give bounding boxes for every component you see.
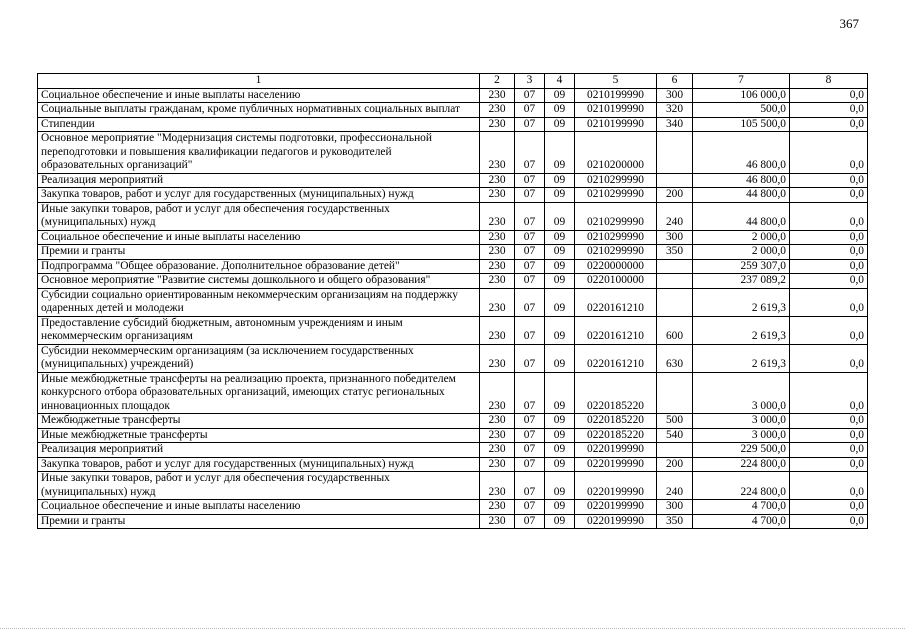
cell-code-6: 200 — [657, 457, 693, 472]
cell-code-5: 0210199990 — [575, 103, 657, 118]
cell-code-6: 320 — [657, 103, 693, 118]
column-header: 7 — [693, 74, 790, 89]
cell-code-2: 230 — [480, 259, 515, 274]
table-row — [38, 88, 868, 103]
cell-code-6: 300 — [657, 88, 693, 103]
cell-code-4: 09 — [545, 428, 575, 443]
cell-code-6: 350 — [657, 514, 693, 529]
cell-amount: 44 800,0 — [693, 188, 790, 203]
cell-amount-2: 0,0 — [790, 202, 868, 230]
cell-code-3: 07 — [515, 372, 545, 414]
cell-amount: 106 000,0 — [693, 88, 790, 103]
table-row — [38, 259, 868, 274]
table-row — [38, 202, 868, 230]
cell-code-2: 230 — [480, 117, 515, 132]
table-row — [38, 188, 868, 203]
cell-code-5: 0210299990 — [575, 230, 657, 245]
cell-code-2: 230 — [480, 132, 515, 174]
cell-code-3: 07 — [515, 259, 545, 274]
cell-code-2: 230 — [480, 472, 515, 500]
cell-amount-2: 0,0 — [790, 274, 868, 289]
cell-code-3: 07 — [515, 316, 545, 344]
table-row — [38, 230, 868, 245]
cell-code-4: 09 — [545, 274, 575, 289]
table-row — [38, 428, 868, 443]
cell-code-3: 07 — [515, 457, 545, 472]
cell-amount: 2 619,3 — [693, 288, 790, 316]
cell-amount: 105 500,0 — [693, 117, 790, 132]
cell-amount-2: 0,0 — [790, 132, 868, 174]
cell-code-2: 230 — [480, 274, 515, 289]
table-row — [38, 472, 868, 500]
cell-code-6: 350 — [657, 245, 693, 260]
cell-amount-2: 0,0 — [790, 372, 868, 414]
column-header: 4 — [545, 74, 575, 89]
cell-amount: 4 700,0 — [693, 514, 790, 529]
cell-code-5: 0220199990 — [575, 500, 657, 515]
cell-code-5: 0220100000 — [575, 274, 657, 289]
cell-name: Предоставление субсидий бюджетным, автономным учреждениям и иным некоммерческим организациям — [38, 316, 480, 344]
cell-amount: 46 800,0 — [693, 132, 790, 174]
cell-code-4: 09 — [545, 202, 575, 230]
cell-code-3: 07 — [515, 188, 545, 203]
cell-code-6 — [657, 372, 693, 414]
cell-code-4: 09 — [545, 344, 575, 372]
cell-name: Реализация мероприятий — [38, 173, 480, 188]
cell-code-6 — [657, 443, 693, 458]
cell-code-4: 09 — [545, 457, 575, 472]
cell-code-2: 230 — [480, 514, 515, 529]
page-number: 367 — [839, 16, 859, 31]
cell-amount-2: 0,0 — [790, 103, 868, 118]
cell-code-4: 09 — [545, 117, 575, 132]
table-row — [38, 173, 868, 188]
table-row — [38, 288, 868, 316]
cell-code-3: 07 — [515, 414, 545, 429]
cell-code-5: 0220199990 — [575, 443, 657, 458]
cell-code-5: 0220161210 — [575, 288, 657, 316]
cell-code-2: 230 — [480, 245, 515, 260]
cell-name: Иные закупки товаров, работ и услуг для обеспечения государственных (муниципальных) нужд — [38, 202, 480, 230]
cell-amount-2: 0,0 — [790, 428, 868, 443]
cell-amount: 2 000,0 — [693, 230, 790, 245]
cell-amount: 3 000,0 — [693, 372, 790, 414]
cell-code-2: 230 — [480, 88, 515, 103]
cell-amount: 237 089,2 — [693, 274, 790, 289]
table-row — [38, 414, 868, 429]
cell-code-3: 07 — [515, 514, 545, 529]
cell-code-2: 230 — [480, 188, 515, 203]
budget-table — [37, 73, 868, 529]
cell-amount: 2 619,3 — [693, 344, 790, 372]
cell-code-5: 0220000000 — [575, 259, 657, 274]
cell-code-4: 09 — [545, 316, 575, 344]
cell-code-6 — [657, 173, 693, 188]
cell-code-3: 07 — [515, 472, 545, 500]
cell-name: Социальное обеспечение и иные выплаты населению — [38, 88, 480, 103]
cell-code-5: 0220161210 — [575, 344, 657, 372]
cell-amount: 2 619,3 — [693, 316, 790, 344]
cell-code-2: 230 — [480, 288, 515, 316]
cell-code-4: 09 — [545, 88, 575, 103]
cell-amount: 224 800,0 — [693, 472, 790, 500]
cell-amount: 3 000,0 — [693, 428, 790, 443]
column-header: 1 — [38, 74, 480, 89]
table-row — [38, 514, 868, 529]
table-row — [38, 274, 868, 289]
cell-code-6: 500 — [657, 414, 693, 429]
table-row — [38, 443, 868, 458]
cell-code-4: 09 — [545, 500, 575, 515]
table-row — [38, 245, 868, 260]
cell-code-6: 200 — [657, 188, 693, 203]
cell-code-2: 230 — [480, 173, 515, 188]
cell-amount-2: 0,0 — [790, 500, 868, 515]
cell-code-2: 230 — [480, 316, 515, 344]
cell-code-6: 240 — [657, 202, 693, 230]
column-header: 3 — [515, 74, 545, 89]
cell-code-5: 0220185220 — [575, 372, 657, 414]
cell-code-5: 0210299990 — [575, 202, 657, 230]
cell-code-2: 230 — [480, 443, 515, 458]
cell-code-3: 07 — [515, 202, 545, 230]
cell-amount: 4 700,0 — [693, 500, 790, 515]
cell-code-2: 230 — [480, 428, 515, 443]
cell-code-3: 07 — [515, 428, 545, 443]
cell-code-4: 09 — [545, 132, 575, 174]
cell-name: Социальное обеспечение и иные выплаты населению — [38, 500, 480, 515]
cell-name: Социальное обеспечение и иные выплаты населению — [38, 230, 480, 245]
cell-name: Субсидии социально ориентированным некоммерческим организациям на поддержку одаренных детей и молодежи — [38, 288, 480, 316]
cell-code-2: 230 — [480, 457, 515, 472]
cell-name: Основное мероприятие "Развитие системы дошкольного и общего образования" — [38, 274, 480, 289]
cell-code-4: 09 — [545, 103, 575, 118]
cell-amount-2: 0,0 — [790, 88, 868, 103]
cell-code-3: 07 — [515, 274, 545, 289]
cell-name: Межбюджетные трансферты — [38, 414, 480, 429]
cell-code-6: 300 — [657, 230, 693, 245]
cell-code-5: 0220161210 — [575, 316, 657, 344]
cell-code-3: 07 — [515, 230, 545, 245]
cell-name: Иные межбюджетные трансферты — [38, 428, 480, 443]
table-row — [38, 103, 868, 118]
cell-amount: 259 307,0 — [693, 259, 790, 274]
cell-amount-2: 0,0 — [790, 443, 868, 458]
cell-name: Стипендии — [38, 117, 480, 132]
cell-code-4: 09 — [545, 443, 575, 458]
cell-code-5: 0210199990 — [575, 88, 657, 103]
cell-amount-2: 0,0 — [790, 457, 868, 472]
cell-code-5: 0220199990 — [575, 457, 657, 472]
cell-code-6: 630 — [657, 344, 693, 372]
cell-code-3: 07 — [515, 103, 545, 118]
cell-code-4: 09 — [545, 230, 575, 245]
column-header: 2 — [480, 74, 515, 89]
cell-code-4: 09 — [545, 173, 575, 188]
cell-code-5: 0210199990 — [575, 117, 657, 132]
column-header: 5 — [575, 74, 657, 89]
cell-code-6: 600 — [657, 316, 693, 344]
cell-code-4: 09 — [545, 414, 575, 429]
cell-code-2: 230 — [480, 372, 515, 414]
cell-code-3: 07 — [515, 88, 545, 103]
cell-amount: 3 000,0 — [693, 414, 790, 429]
cell-code-3: 07 — [515, 288, 545, 316]
cell-code-5: 0210299990 — [575, 245, 657, 260]
cell-code-4: 09 — [545, 514, 575, 529]
cell-code-2: 230 — [480, 103, 515, 118]
cell-name: Подпрограмма "Общее образование. Дополнительное образование детей" — [38, 259, 480, 274]
column-header: 8 — [790, 74, 868, 89]
cell-code-2: 230 — [480, 414, 515, 429]
cell-amount: 224 800,0 — [693, 457, 790, 472]
cell-amount: 229 500,0 — [693, 443, 790, 458]
cell-code-3: 07 — [515, 132, 545, 174]
table-row — [38, 132, 868, 174]
cell-code-4: 09 — [545, 188, 575, 203]
cell-code-3: 07 — [515, 443, 545, 458]
cell-code-2: 230 — [480, 500, 515, 515]
cell-code-3: 07 — [515, 500, 545, 515]
cell-code-6: 540 — [657, 428, 693, 443]
cell-code-4: 09 — [545, 245, 575, 260]
cell-code-4: 09 — [545, 372, 575, 414]
cell-name: Реализация мероприятий — [38, 443, 480, 458]
cell-amount-2: 0,0 — [790, 344, 868, 372]
cell-code-5: 0220185220 — [575, 414, 657, 429]
cell-name: Социальные выплаты гражданам, кроме публичных нормативных социальных выплат — [38, 103, 480, 118]
cell-code-6 — [657, 132, 693, 174]
table-row — [38, 316, 868, 344]
cell-code-6: 300 — [657, 500, 693, 515]
cell-amount-2: 0,0 — [790, 514, 868, 529]
cell-code-3: 07 — [515, 117, 545, 132]
table-row — [38, 457, 868, 472]
table-body — [38, 88, 868, 529]
cell-amount-2: 0,0 — [790, 414, 868, 429]
cell-code-4: 09 — [545, 288, 575, 316]
cell-amount-2: 0,0 — [790, 245, 868, 260]
cell-code-2: 230 — [480, 202, 515, 230]
table-row — [38, 500, 868, 515]
cell-amount: 46 800,0 — [693, 173, 790, 188]
cell-code-5: 0220185220 — [575, 428, 657, 443]
cell-code-5: 0210299990 — [575, 173, 657, 188]
cell-code-6: 240 — [657, 472, 693, 500]
cell-amount-2: 0,0 — [790, 117, 868, 132]
cell-name: Иные межбюджетные трансферты на реализацию проекта, признанного победителем конкурсного отбора образовательных организаций, имеющих статус региональных инновационных площадок — [38, 372, 480, 414]
cell-code-5: 0220199990 — [575, 472, 657, 500]
cell-code-6 — [657, 274, 693, 289]
cell-code-2: 230 — [480, 344, 515, 372]
cell-amount-2: 0,0 — [790, 259, 868, 274]
cell-name: Премии и гранты — [38, 245, 480, 260]
cell-code-3: 07 — [515, 173, 545, 188]
cell-name: Закупка товаров, работ и услуг для государственных (муниципальных) нужд — [38, 457, 480, 472]
cell-name: Субсидии некоммерческим организациям (за исключением государственных (муниципальных) учреждений) — [38, 344, 480, 372]
table-row — [38, 344, 868, 372]
cell-amount-2: 0,0 — [790, 288, 868, 316]
cell-name: Премии и гранты — [38, 514, 480, 529]
cell-amount-2: 0,0 — [790, 188, 868, 203]
cell-name: Закупка товаров, работ и услуг для государственных (муниципальных) нужд — [38, 188, 480, 203]
cell-code-4: 09 — [545, 259, 575, 274]
cell-code-6 — [657, 259, 693, 274]
cell-name: Основное мероприятие "Модернизация системы подготовки, профессиональной переподготовки и повышения квалификации педагогов и руководителей образовательных организаций" — [38, 132, 480, 174]
table-header-row — [38, 74, 868, 89]
cell-code-2: 230 — [480, 230, 515, 245]
cell-amount-2: 0,0 — [790, 472, 868, 500]
cell-code-3: 07 — [515, 344, 545, 372]
column-header: 6 — [657, 74, 693, 89]
cell-amount: 500,0 — [693, 103, 790, 118]
table-row — [38, 117, 868, 132]
cell-amount-2: 0,0 — [790, 173, 868, 188]
cell-code-6 — [657, 288, 693, 316]
cell-amount-2: 0,0 — [790, 316, 868, 344]
table-row — [38, 372, 868, 414]
cell-code-5: 0220199990 — [575, 514, 657, 529]
cell-code-5: 0210200000 — [575, 132, 657, 174]
cell-amount: 44 800,0 — [693, 202, 790, 230]
cell-amount-2: 0,0 — [790, 230, 868, 245]
cell-code-3: 07 — [515, 245, 545, 260]
cell-amount: 2 000,0 — [693, 245, 790, 260]
cell-code-4: 09 — [545, 472, 575, 500]
cell-code-6: 340 — [657, 117, 693, 132]
cell-code-5: 0210299990 — [575, 188, 657, 203]
scan-artifact-line — [0, 628, 905, 630]
cell-name: Иные закупки товаров, работ и услуг для обеспечения государственных (муниципальных) нужд — [38, 472, 480, 500]
